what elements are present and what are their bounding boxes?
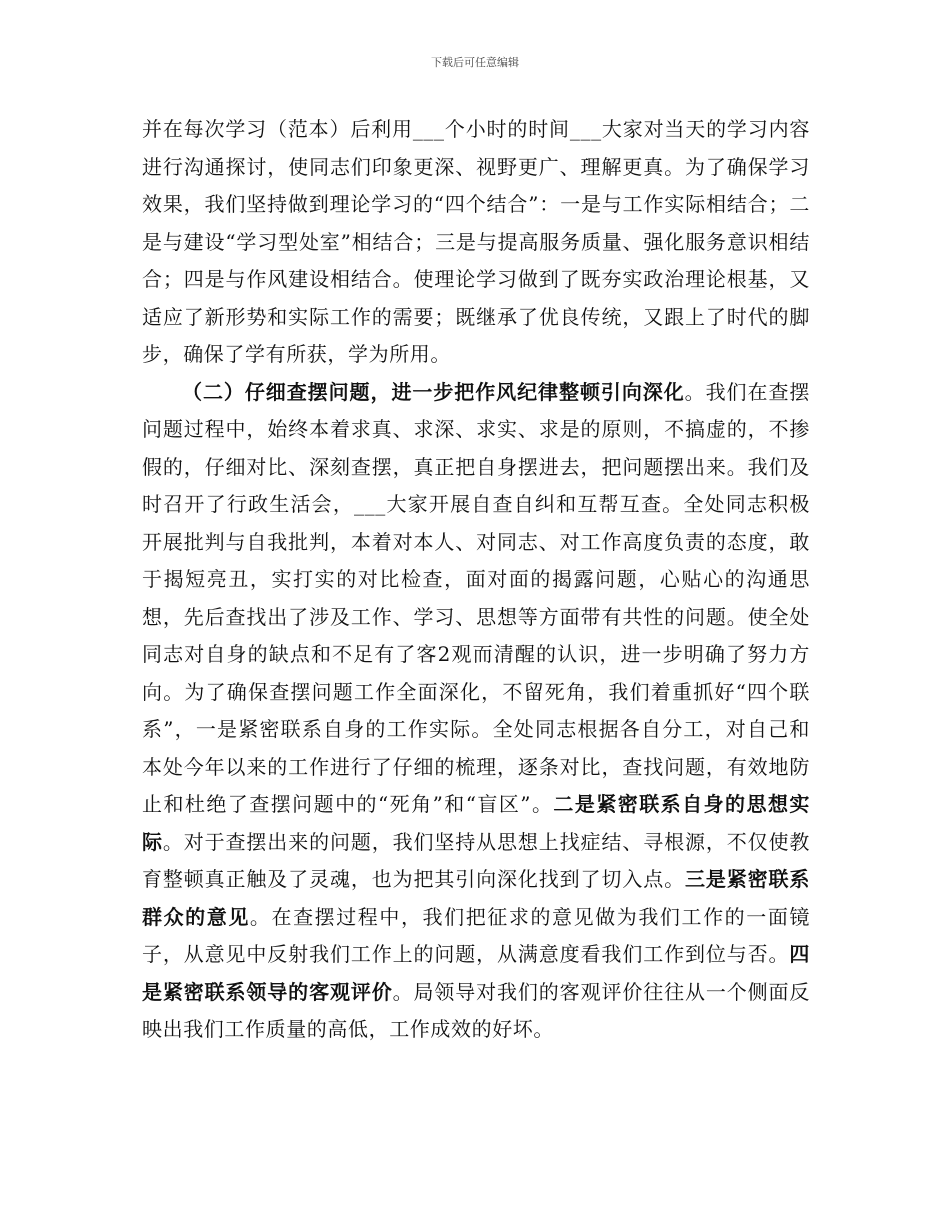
paragraph-1: 并在每次学习（范本）后利用___个小时的时间___大家对当天的学习内容进行沟通探讨，使同志们印象更深、视野更广、理解更真。为了确保学习效果，我们坚持做到理论学习的“四个结合”：一是与工作实际相结合；二是与建设“学习型处室”相结合；三是与提高服务质量、强化服务意识相结合；四是与作风建设相结合。使理论学习做到了既夯实政治理论根基，又适应了新形势和实际工作的需要；既继承了优良传统，又跟上了时代的脚步，确保了学有所获，学为所用。 — [142, 117, 810, 366]
section-heading: （二）仔细查摆问题，进一步把作风纪律整顿引向深化 — [182, 379, 685, 404]
paragraph-2-text-1: 。我们在查摆问题过程中，始终本着求真、求深、求实、求是的原则，不搞虚的，不掺假的，仔细对比、深刻查摆，真正把自身摆进去，把问题摆出来。我们及时召开了行政生活会，___大家开展自查自纠和互帮互查。全处同志积极开展批判与自我批判，本着对本人、对同志、对工作高度负责的态度，敢于揭短亮丑，实打实的对比检查，面对面的揭露问题，心贴心的沟通思想，先后查找出了涉及工作、学习、思想等方面带有共性的问题。使全处同志对自身的缺点和不足有了客2观而清醒的认识，进一步明确了努力方向。为了确保查摆问题工作全面深化，不留死角，我们着重抓好“四个联系”，一是紧密联系自身的工作实际。全处同志根据各自分工，对自己和本处今年以来的工作进行了仔细的梳理，逐条对比，查找问题，有效地防止和杜绝了查摆问题中的“死角”和“盲区”。 — [142, 379, 810, 816]
document-body — [142, 111, 810, 1049]
point-2-heading: 二是紧密联系自身的思想实际 — [142, 792, 811, 854]
point-4-heading: 四是紧密联系领导的客观评价 — [142, 942, 810, 1004]
paragraph-2 — [142, 374, 810, 1049]
point-3-heading: 三是紧密联系群众的意见 — [142, 867, 810, 929]
page-header: 下载后可任意编辑 — [431, 56, 519, 69]
paragraph-2-text-2: 。对于查摆出来的问题，我们坚持从思想上找症结、寻根源，不仅使教育整顿真正触及了灵魂，也为把其引向深化找到了切入点。 — [142, 829, 810, 891]
paragraph-2-text-4: 。局领导对我们的客观评价往往从一个侧面反映出我们工作质量的高低，工作成效的好坏。 — [142, 979, 811, 1041]
paragraph-2-text-3: 。在查摆过程中，我们把征求的意见做为我们工作的一面镜子，从意见中反射我们工作上的问题，从满意度看我们工作到位与否。 — [142, 904, 810, 966]
